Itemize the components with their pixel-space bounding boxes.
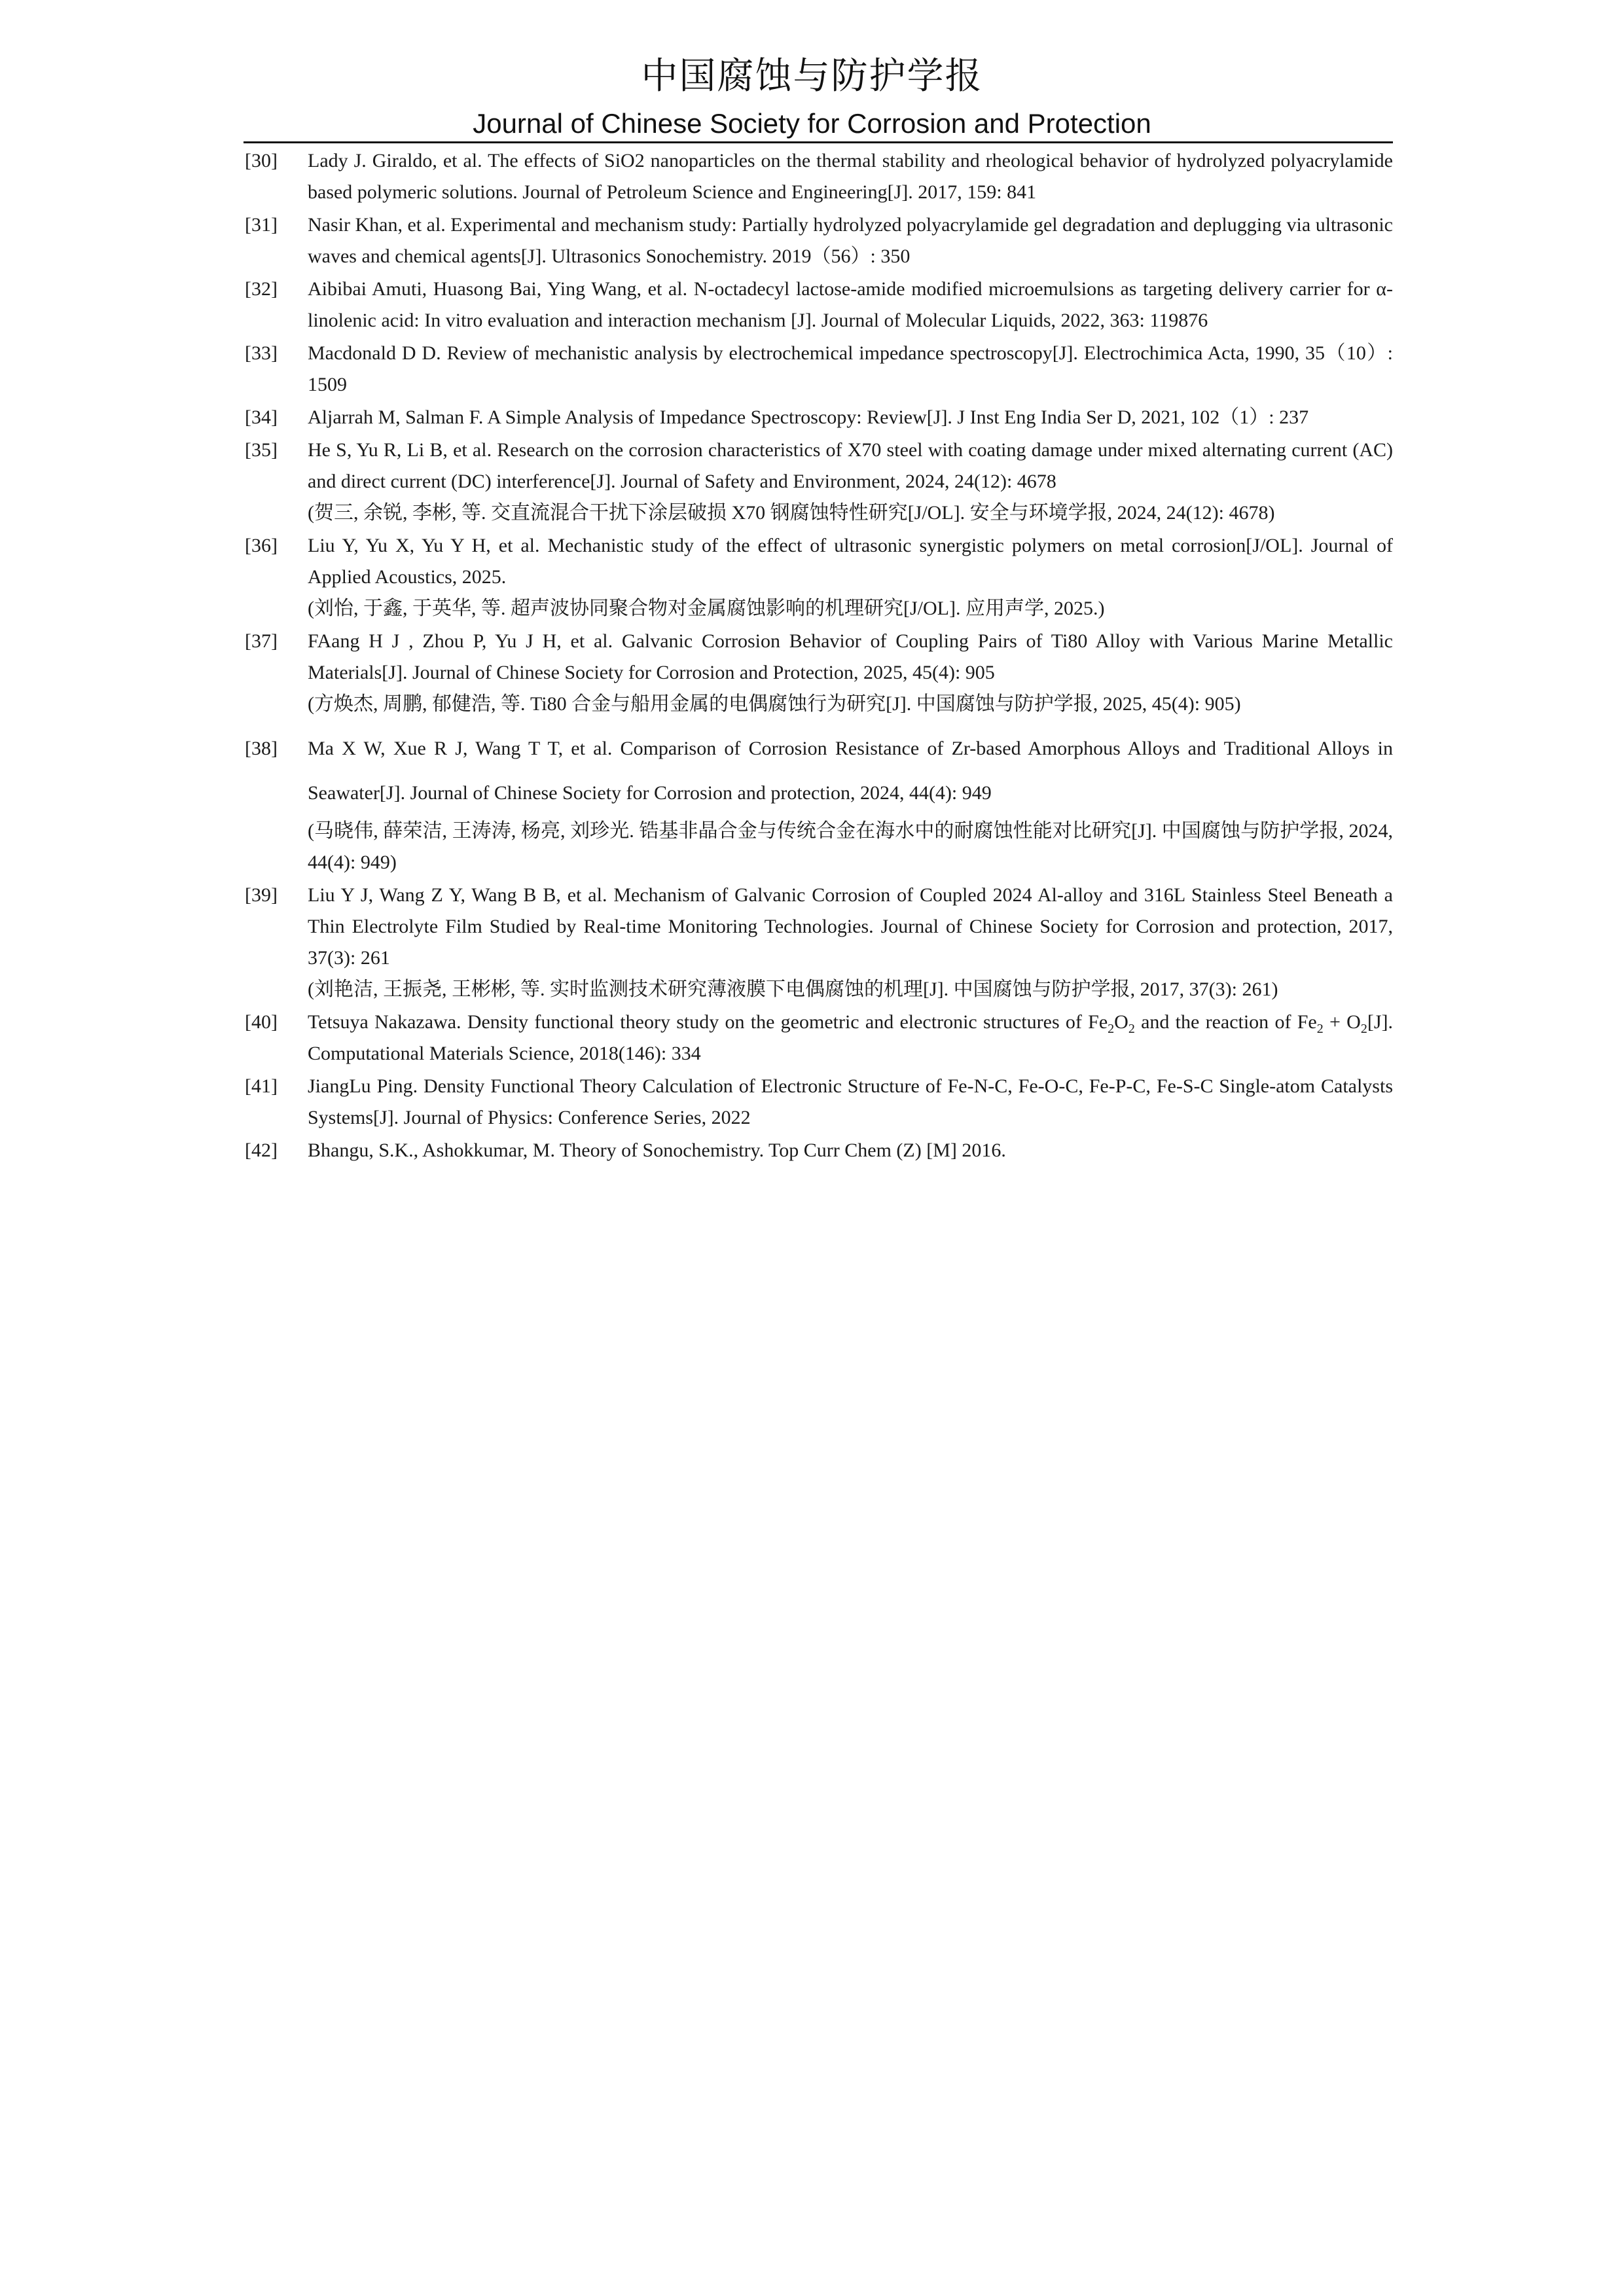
header-divider <box>244 141 1393 143</box>
reference-number: [38] <box>245 738 278 759</box>
reference-number: [35] <box>245 439 278 461</box>
reference-number: [39] <box>245 884 278 906</box>
reference-text: Nasir Khan, et al. Experimental and mechanism study: Partially hydrolyzed polyacrylamide gel degradation and deplugging via ultrasonic waves and chemical agents[J]. Ultrasonics Sonochemistry. 2019（56）: 350 <box>308 214 1393 267</box>
reference-item <box>245 1071 1393 1134</box>
reference-text: Tetsuya Nakazawa. Density functional theory study on the geometric and electronic structures of $Fe_2O_2$ and the reaction of $Fe_2 + O_2[J]$. Computational Materials Science, 2018(146): 334 <box>308 1011 1393 1064</box>
reference-text: Bhangu, S.K., Ashokkumar, M. Theory of Sonochemistry. Top Curr Chem (Z) [M] 2016. <box>308 1139 1006 1161</box>
reference-text: He S, Yu R, Li B, et al. Research on the corrosion characteristics of X70 steel with coating damage under mixed alternating current (AC) and direct current (DC) interference[J]. Journal of Safety and Environment, 2024, 24(12): 4678 <box>308 439 1393 492</box>
reference-item <box>245 530 1393 624</box>
reference-text: FAang H J , Zhou P, Yu J H, et al. Galvanic Corrosion Behavior of Coupling Pairs of Ti80 Alloy with Various Marine Metallic Materials[J]. Journal of Chinese Society for Corrosion and Protection, 2025, 45(4): 905 <box>308 630 1393 683</box>
reference-text: Liu Y, Yu X, Yu Y H, et al. Mechanistic study of the effect of ultrasonic synergistic polymers on metal corrosion[J/OL]. Journal of Applied Acoustics, 2025. <box>308 535 1393 588</box>
reference-item <box>245 274 1393 336</box>
reference-text: Liu Y J, Wang Z Y, Wang B B, et al. Mechanism of Galvanic Corrosion of Coupled 2024 Al-alloy and 316L Stainless Steel Beneath a Thin Electrolyte Film Studied by Real-time Monitoring Technologies. Journal of Chinese Society for Corrosion and protection, 2017, 37(3): 261 <box>308 884 1393 969</box>
reference-number: [33] <box>245 342 278 364</box>
reference-item <box>245 209 1393 272</box>
reference-item <box>245 145 1393 208</box>
reference-text: Lady J. Giraldo, et al. The effects of SiO2 nanoparticles on the thermal stability and rheological behavior of hydrolyzed polyacrylamide based polymeric solutions. Journal of Petroleum Science and Engineering[J]. 2017, 159: 841 <box>308 150 1393 203</box>
reference-text: Aljarrah M, Salman F. A Simple Analysis of Impedance Spectroscopy: Review[J]. J Inst Eng India Ser D, 2021, 102（1）: 237 <box>308 406 1309 428</box>
reference-item <box>245 338 1393 401</box>
reference-item <box>245 726 1393 878</box>
reference-text: Aibibai Amuti, Huasong Bai, Ying Wang, et al. N-octadecyl lactose-amide modified microemulsions as targeting delivery carrier for α-linolenic acid: In vitro evaluation and interaction mechanism [J]. Journal of Molecular Liquids, 2022, 363: 119876 <box>308 278 1393 331</box>
reference-number: [34] <box>245 406 278 428</box>
reference-text: JiangLu Ping. Density Functional Theory Calculation of Electronic Structure of Fe-N-C, Fe-O-C, Fe-P-C, Fe-S-C Single-atom Catalysts Systems[J]. Journal of Physics: Conference Series, 2022 <box>308 1075 1393 1128</box>
reference-text: Ma X W, Xue R J, Wang T T, et al. Comparison of Corrosion Resistance of Zr-based Amorphous Alloys and Traditional Alloys in Seawater[J]. Journal of Chinese Society for Corrosion and protection, 2024, 44(4): 949 <box>308 738 1393 804</box>
reference-translation: (马晓伟, 薛荣洁, 王涛涛, 杨亮, 刘珍光. 锆基非晶合金与传统合金在海水中的耐腐蚀性能对比研究[J]. 中国腐蚀与防护学报, 2024, 44(4): 949) <box>308 820 1393 873</box>
reference-item <box>245 435 1393 529</box>
reference-number: [30] <box>245 150 278 171</box>
reference-item <box>245 1135 1393 1166</box>
reference-number: [42] <box>245 1139 278 1161</box>
reference-translation: (刘艳洁, 王振尧, 王彬彬, 等. 实时监测技术研究薄液膜下电偶腐蚀的机理[J]. 中国腐蚀与防护学报, 2017, 37(3): 261) <box>308 978 1278 1000</box>
reference-list <box>245 145 1393 1168</box>
reference-number: [40] <box>245 1011 278 1033</box>
journal-title-chinese: 中国腐蚀与防护学报 <box>641 55 983 98</box>
reference-translation: (贺三, 余锐, 李彬, 等. 交直流混合干扰下涂层破损 X70 钢腐蚀特性研究[J/OL]. 安全与环境学报, 2024, 24(12): 4678) <box>308 502 1275 524</box>
reference-item <box>245 880 1393 1005</box>
reference-number: [31] <box>245 214 278 236</box>
reference-number: [37] <box>245 630 278 652</box>
reference-text: Macdonald D D. Review of mechanistic analysis by electrochemical impedance spectroscopy[J]. Electrochimica Acta, 1990, 35（10）: 1509 <box>308 342 1393 395</box>
reference-number: [36] <box>245 535 278 556</box>
reference-item <box>245 1007 1393 1069</box>
reference-translation: (刘怡, 于鑫, 于英华, 等. 超声波协同聚合物对金属腐蚀影响的机理研究[J/OL]. 应用声学, 2025.) <box>308 598 1105 619</box>
reference-translation: (方焕杰, 周鹏, 郁健浩, 等. Ti80 合金与船用金属的电偶腐蚀行为研究[J]. 中国腐蚀与防护学报, 2025, 45(4): 905) <box>308 693 1241 715</box>
journal-title-english: Journal of Chinese Society for Corrosion and Protection <box>473 108 1151 139</box>
reference-number: [41] <box>245 1075 278 1097</box>
reference-item <box>245 626 1393 720</box>
reference-number: [32] <box>245 278 278 300</box>
reference-item <box>245 402 1393 433</box>
